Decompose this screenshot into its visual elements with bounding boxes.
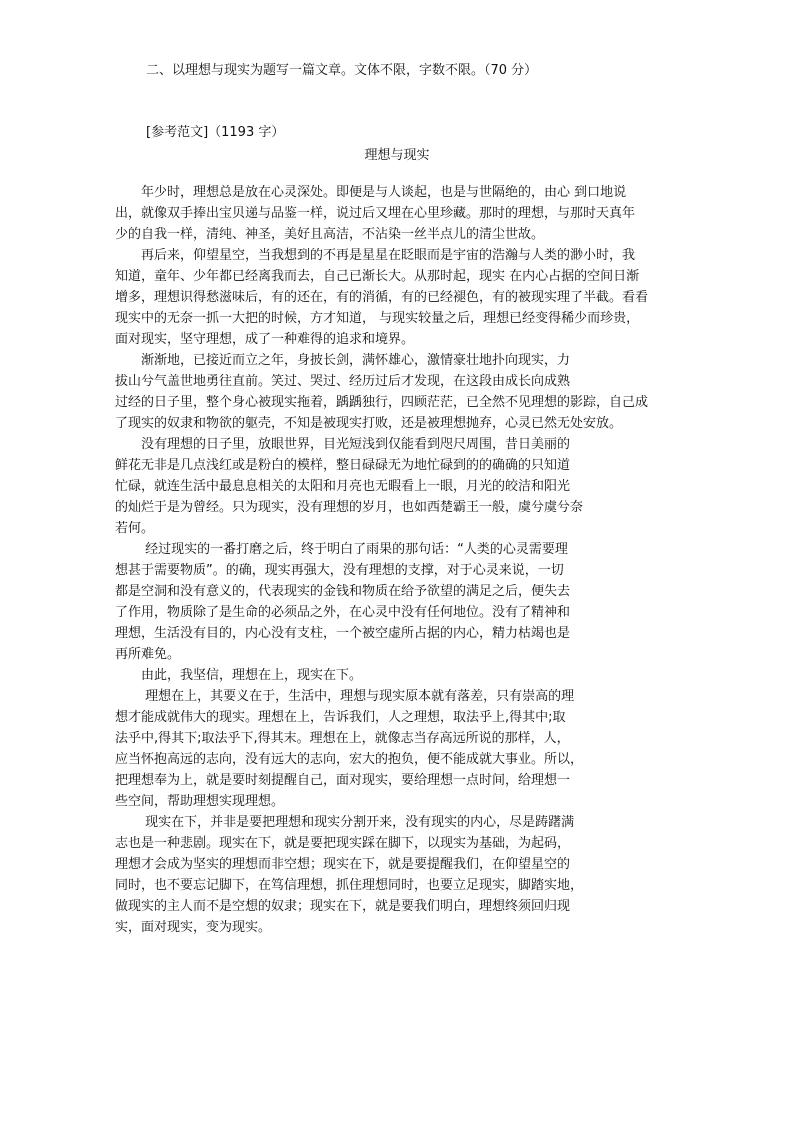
essay-line: 经过现实的一番打磨之后，终于明白了雨果的那句话：“人类的心灵需要理 [115, 542, 568, 557]
essay-line: 的灿烂于是为曾经。只为现实，没有理想的岁月，也如西楚霸王一般，虞兮虞兮奈 [115, 500, 584, 515]
essay-line: 没有理想的日子里，放眼世界，目光短浅到仅能看到咫尺周围，昔日美丽的 [115, 437, 571, 452]
essay-line: 应当怀抱高远的志向，没有远大的志向，宏大的抱负，便不能成就大事业。所以， [115, 752, 584, 767]
essay-line: 理想才会成为坚实的理想而非空想；现实在下，就是要提醒我们，在仰望星空的 [115, 857, 571, 872]
question-prompt: 二、以理想与现实为题写一篇文章。文体不限，字数不限。（70 分） [146, 63, 538, 78]
essay-line: 些空间，帮助理想实现理想。 [115, 794, 285, 809]
essay-line: 现实中的无奈一抓一大把的时候，方才知道， 与现实较量之后，理想已经变得稀少而珍贵， [115, 311, 640, 326]
essay-line: 少的自我一样，清纯、神圣，美好且高洁，不沾染一丝半点儿的清尘世故。 [115, 227, 545, 242]
essay-line: 了作用，物质除了是生命的必须品之外，在心灵中没有任何地位。没有了精神和 [115, 605, 571, 620]
essay-line: 法乎中,得其下;取法乎下,得其末。理想在上，就像志当存高远所说的那样，人， [115, 731, 570, 746]
essay-line: 理想在上，其要义在于，生活中，理想与现实原本就有落差，只有崇高的理 [115, 689, 575, 704]
essay-title: 理想与现实 [364, 148, 430, 163]
essay-line: 理想，生活没有目的，内心没有支柱，一个被空虚所占据的内心，精力枯竭也是 [115, 626, 571, 641]
essay-line: 想才能成就伟大的现实。理想在上，告诉我们，人之理想，取法乎上,得其中;取 [115, 710, 566, 725]
essay-line: 面对现实，坚守理想，成了一种难得的追求和境界。 [115, 332, 415, 347]
essay-line: 做现实的主人而不是空想的奴隶；现实在下，就是要我们明白，理想终须回归现 [115, 899, 571, 914]
essay-line: 若何。 [115, 521, 155, 536]
essay-line: 增多，理想识得愁滋味后，有的还在，有的消循，有的已经褪色，有的被现实理了半截。看看 [115, 290, 649, 305]
essay-line: 再所难免。 [115, 647, 181, 662]
essay-line: 现实在下，并非是要把理想和现实分割开来，没有现实的内心，尽是踌躇满 [115, 815, 575, 830]
essay-line: 知道，童年、少年都已经离我而去，自己已渐长大。从那时起，现实 在内心占据的空间日渐 [115, 269, 640, 284]
essay-line: 再后来，仰望星空，当我想到的不再是星星在眨眼而是宇宙的浩瀚与人类的渺小时，我 [115, 248, 636, 263]
essay-line: 同时，也不要忘记脚下，在笃信理想，抓住理想同时，也要立足现实，脚踏实地， [115, 878, 584, 893]
essay-line: 都是空洞和没有意义的，代表现实的金钱和物质在给予欲望的满足之后，便失去 [115, 584, 571, 599]
essay-line: 了现实的奴隶和物欲的躯壳，不知是被现实打败，还是被理想抛弃，心灵已然无处安放。 [115, 416, 623, 431]
essay-body [115, 182, 695, 938]
essay-line: 想甚于需要物质”。的确，现实再强大，没有理想的支撑，对于心灵来说，一切 [115, 563, 564, 578]
essay-line: 出，就像双手捧出宝贝递与品鉴一样，说过后又埋在心里珍藏。那时的理想，与那时天真年 [115, 206, 636, 221]
essay-line: 年少时，理想总是放在心灵深处。即便是与人谈起，也是与世隔绝的，由心 到口地说 [115, 185, 627, 200]
essay-line: 过经的日子里，整个身心被现实拖着，踽踽独行，四顾茫茫，已全然不见理想的影踪，自己成 [115, 395, 649, 410]
essay-line: 鲜花无非是几点浅红或是粉白的模样，整日碌碌无为地忙碌到的的确确的只知道 [115, 458, 571, 473]
essay-line: 实，面对现实，变为现实。 [115, 920, 272, 935]
reference-label: [参考范文]（1193 字） [146, 125, 285, 140]
essay-line: 志也是一种悲剧。现实在下，就是要把现实踩在脚下，以现实为基础，为起码， [115, 836, 571, 851]
essay-line: 把理想奉为上，就是要时刻提醒自己，面对现实，要给理想一点时间，给理想一 [115, 773, 571, 788]
essay-line: 忙碌，就连生活中最息息相关的太阳和月亮也无暇看上一眼，月光的皎洁和阳光 [115, 479, 571, 494]
essay-line: 由此，我坚信，理想在上，现实在下。 [115, 668, 363, 683]
essay-line: 拔山兮气盖世地勇往直前。笑过、哭过、经历过后才发现，在这段由成长向成熟 [115, 374, 571, 389]
essay-line: 渐渐地，已接近而立之年，身披长剑，满怀雄心，激情豪壮地扑向现实，力 [115, 353, 571, 368]
